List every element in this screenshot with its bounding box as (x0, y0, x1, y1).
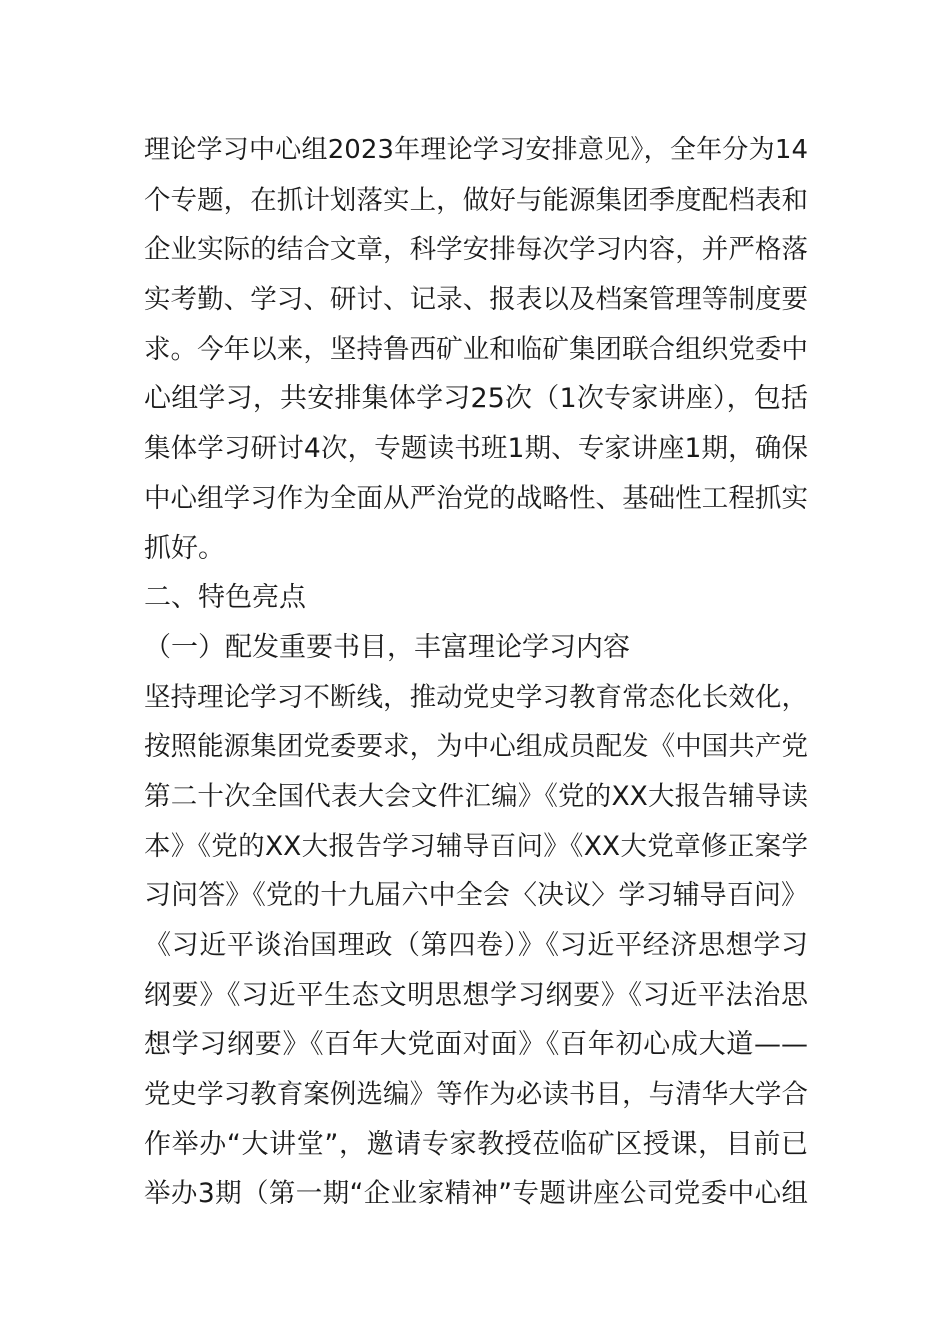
text-line: 中心组学习作为全面从严治党的战略性、基础性工程抓实 (144, 482, 808, 514)
text-line: 纲要》《习近平生态文明思想学习纲要》《习近平法治思 (144, 979, 808, 1011)
text-line: 按照能源集团党委要求，为中心组成员配发《中国共产党 (144, 731, 808, 763)
text-line: 求。今年以来，坚持鲁西矿业和临矿集团联合组织党委中 (144, 333, 808, 365)
text-line: 党史学习教育案例选编》等作为必读书目，与清华大学合 (144, 1079, 808, 1111)
text-line: 理论学习中心组2023年理论学习安排意见》，全年分为14 (144, 135, 808, 165)
text-line: 习问答》《党的十九届六中全会〈决议〉学习辅导百问》 (144, 880, 808, 912)
text-line: 第二十次全国代表大会文件汇编》《党的XX大报告辅导读 (144, 780, 808, 812)
text-line: 集体学习研讨4次，专题读书班1期、专家讲座1期，确保 (144, 433, 808, 465)
text-line: （一）配发重要书目，丰富理论学习内容 (144, 631, 630, 663)
text-line: 《习近平谈治国理政（第四卷）》《习近平经济思想学习 (144, 930, 808, 961)
text-line: 企业实际的结合文章，科学安排每次学习内容，并严格落 (144, 234, 808, 266)
text-line: 作举办“大讲堂”，邀请专家教授莅临矿区授课，目前已 (144, 1128, 808, 1160)
text-line: 心组学习，共安排集体学习25次（1次专家讲座），包括 (144, 383, 808, 415)
text-line: 抓好。 (144, 532, 225, 564)
document-body (144, 126, 808, 1219)
text-line: 本》《党的XX大报告学习辅导百问》《XX大党章修正案学 (144, 830, 808, 862)
text-line: 实考勤、学习、研讨、记录、报表以及档案管理等制度要 (144, 284, 808, 316)
text-line: 想学习纲要》《百年大党面对面》《百年初心成大道—— (144, 1029, 808, 1061)
text-line: 个专题，在抓计划落实上，做好与能源集团季度配档表和 (144, 184, 808, 216)
text-line: 坚持理论学习不断线，推动党史学习教育常态化长效化， (144, 681, 808, 713)
text-line: 二、特色亮点 (144, 582, 306, 614)
text-line: 举办3期（第一期“企业家精神”专题讲座公司党委中心组 (144, 1178, 808, 1210)
